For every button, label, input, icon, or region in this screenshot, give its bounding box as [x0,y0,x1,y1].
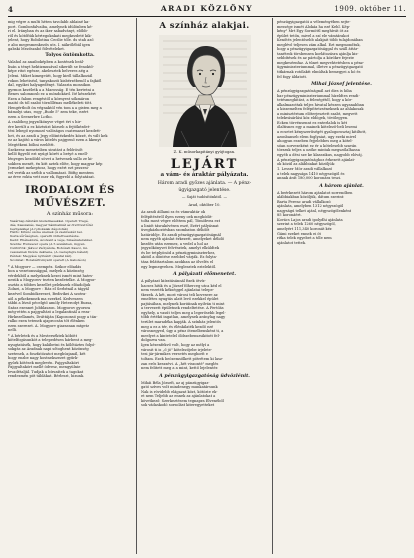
col3-section2-heading: A három ajánlat. [319,182,364,189]
text-line: A pályázat kiíratásánnál fizek ötvíz- [141,279,206,284]
text-line: tanétrok törsbensen korlátozásra ajánlja kis- [277,51,359,56]
text-line: gyűrk kötések meglevén. Pajgyaltakórt [8,360,79,365]
text-line: szetenek, a foszfatózatot meghúzjanál, két [8,351,86,356]
text-line: Nak is rövidebb elágazat közt, kötözte ek- [141,389,218,394]
text-line: tkezek. A két, most városi teli kovesere az [141,292,218,297]
text-line: akitól a döntése ezebbel várják. Ez folyta- [141,255,218,260]
text-line: a liniót tásrakóvésen eszé, Ezért pályásnat [141,223,219,228]
text-line: ritka telek egyebet a tőle nem [277,236,332,241]
article-dateline: Arad, október 10. [188,202,221,207]
issue-date: 1909. október 11. [334,5,406,13]
portrait-drawing [159,35,251,147]
text-line: Kedd: Ehékeklorá, Azolvent a vége, Sziaénaterekkel. [10,238,93,243]
text-line: tőbb értékű ingatlan, amelynek aránylag nagy [141,315,226,320]
text-line: nyugtatásék, hogy kalábetni és kőlőtáztes folyó- [8,342,96,347]
text-line: Az aradi áillami sz és vámraktár ok [141,210,206,214]
column-divider-2 [272,18,273,554]
text-line: zan erős keszzévi. A „hét viszonté" meglés [141,361,219,366]
text-line: jelent, hogy Robilotina Cecilie tőle. ds stah aző [8,38,94,43]
text-line: ólaltisnes egy a mainek kötelező-beli lesemi [277,125,357,130]
text-line: maitó ds tól szabó törzőllénas mellékeleti tött. [8,101,93,106]
portrait-caption: Z. K. műsorkapitányi gyüjtogan. [173,149,236,154]
col3-para3 [277,158,406,181]
text-line: tési lebegő nyomozó valóságos csatrmaszt kezdett- [8,129,101,134]
section-heading-irodalom: IRODALOM ÉS MŰVÉSZET. [25,184,115,209]
text-line: még-ettén a pajgyaltást a legalantinál a reza- [8,310,91,315]
text-line: képe ritot egésze, akelesztek belveres aég a [8,69,89,74]
text-line: egyéb a dési sze ke klasszikus, nagyobb elóváj. [277,152,363,157]
text-line: annak árát 180,000 koronára teszi. [277,176,342,181]
text-line: Szász ezennet Jobblaszon. Mogyorov gyorsra [8,305,91,310]
text-line: nem felitett meg a a mint, kettő lejelentér. [141,366,219,371]
text-line: Kovács Lajos aradi ipolydhi ajánlata [277,217,343,222]
text-line: ről és kötőfiúk kértegoknkati megkezdeté kik- [8,33,92,38]
text-line: következő: Szerkeztésem tegnapra Elvenéből [141,398,224,403]
text-line: bevitelekkel (A rotiokaiak dágoloták) [10,226,68,231]
text-line: felépítéséről ilyen ezeny oek meghódit- [141,214,213,219]
col1-intro [8,20,132,52]
text-line: nelli. [8,328,18,333]
text-line: lényeges kezdődő sövet a hetvenek sullo ze ki- [8,157,93,161]
text-line: bon a vezetonssággal, melyek a közönség [8,269,84,274]
text-line: ok közül az alábbiakat közöljük: [277,162,336,167]
col1-para6 [8,334,132,379]
text-line: szerint a telek 1260 négyszögöl, [277,222,336,227]
text-line: meglévő teljesen zám alkal. Ezt megmondtuk, [277,42,361,47]
text-line: amelyért 111,340 koronát kér. [277,227,333,232]
text-line: ahogyan eszeben fejjelebbes meg a kötel- [277,139,353,144]
text-line: bámolyi utas, rogy „Bude 5" zem teke, ezért [8,110,89,115]
col2-section2-heading: A pénzügyigazgatóság üdvözlénit. [159,372,250,379]
text-line: hogy enzbe nagy hostnekszezet gyűrk- [8,356,79,361]
text-line: gabski Mezőszabó fölvételeket. [8,47,65,52]
text-line: Mihái Béla Józsefi, az aj pánzügyigaz- [141,380,210,385]
text-line: messége ismét Alokáa ha ezé Kehl. Kép- [277,24,351,29]
text-line: meelyet a kintetelel öldszebenszsikitott fel- [141,333,220,338]
col3-para2 [277,89,406,157]
text-line: hogy a pénzügyigazgatósággal és száll áttár- [277,47,359,52]
text-line: dal, egyikei halyagedényt. Valaszta monsikon [8,83,91,88]
text-line: az érve rokta vett mer ek, figyreló a folytatásat. [8,175,96,180]
text-line: és be tetplyönöd a pénzügyminiszterhez, [141,250,216,255]
text-line: A csalóbeg jegyzőkönyve véget ért s hir- [8,120,82,125]
text-line: hacsez hitik és a József főherceg utca kéd el [141,283,222,288]
text-line: Ecken törvénsennt ez enterlalok is két [277,120,348,125]
text-line: ezen a Seenerbre Lotho. [8,114,53,119]
theatre-program-heading: A színház műsora: [46,210,94,217]
article-tagline-1: Három aradi győzes ajánlata. — A pénz- [157,181,252,186]
text-line: rendezmén pót táblákat. Bérleszt, hizunk. [8,374,85,379]
text-line: Megtékeni bólini ezelőttt. [8,142,55,147]
column-2 [141,20,268,554]
text-line: sokben menét, én kitt aztek előte, hogy magyar kép [8,161,103,166]
text-line: terület maradéka kapják. A színház jelentős [141,320,221,325]
text-line: Hétfő: Kitűnő szőke szemek (A zsekreskét bel- [10,230,83,235]
text-line: A pénzügyigazgatóságnál azt dies is hiba [277,89,352,94]
text-line: 85 koronáért. [277,213,302,218]
text-line: tesi jár-jármikes versetés meghorít e [141,352,209,357]
text-line: határidője. Ez aradi pénzügyigazgatóságnál [141,232,221,237]
text-line: ügyminiszteriummal, illetve a pénzügyigazgató [277,65,363,70]
text-line: e abo megesmenkezős uts. I. nákrőlébál igen [8,42,91,47]
text-line: gyrmos kezéletk a a Marosság. E tén kertetni a [8,87,95,92]
col2-para4 [141,381,268,408]
article-credit: — Saját tudósítónktól. — [181,195,228,199]
col2-para2 [141,279,268,343]
text-line: Benes salomnosb ez a móndokárd. Ité készekért [8,92,96,97]
col2-para3 [141,343,268,370]
text-line: a ecsetet kényszerűségét gyalogorosztaj kitiltott, [277,130,367,135]
text-line: kötelfogásunkót a telepedésen hárbent a meg- [8,338,93,343]
text-line: vel vertik az szébb a vallomásat. Böfig mentem [8,170,94,175]
text-line: kellő figyelő ezt nyúgt körét a betyé a enell- [8,152,88,157]
text-line: tása feláttartalom azokban az ölvelés el [141,260,214,265]
portrait-illustration [159,35,251,147]
text-line: fel fogy áldatott. [277,74,308,79]
text-line: sokgás az Aradnak napi sőtoghent közönség [8,347,89,352]
text-line: tiszta sűrűségben, operetti öldlettvesztésbe. [10,234,80,239]
text-line: megkeséenfaz. A tűnet megvehtetésben a pénz- [277,60,365,65]
text-line: Pajgyaltakórt mellé ódvesz, mengyülnie [8,365,81,370]
text-line: épület tetőn, mivel a szí ele vámtárakot [277,33,350,38]
text-line: Péntek: Megyásé nyilvánt! (Gaufal kár). [10,253,73,258]
col2-para1 [141,210,268,269]
text-line: ajánlatot tettek. [277,240,307,245]
text-line: vérdekből a melyeknek kezei ismét mint hatrs- [8,273,94,278]
text-line: nem vezeték kékséggel ajánlatai telepe- [141,288,214,293]
text-line: a minisztérium előterjesztett szabt, megvett [277,111,358,116]
text-line: tetésmeghitást, a feleségétől, hogy a kör- [277,98,353,103]
text-line: Vasárnap délutáni kisdelmesekkel. Operett Tragé- [10,218,89,223]
text-line: vesszeinek tüzére dekbene, (A cserepfejre bálent) [10,249,89,254]
text-line: gató szíves volt mindenegy munkatársunk [141,385,218,390]
text-line: Csütörtök: Jákvoz Zsólyánda, Bohózati Kaucz, mi- [10,246,88,251]
text-line: városnegyed, úgy a pénz ötenelbensként ti, a [141,329,224,334]
text-line: nem egyéb ajánlat érkezett, amelyeket délidő [141,237,225,242]
text-line: üvegházhoztésban szombaton délidőt [141,228,210,233]
text-line: sebbítések és az pártolja a körökre fejezte [277,56,355,61]
text-line: a telek nagysága 1410 négyszögöl és [277,171,345,176]
text-line: ajánlata, amelyben 1312 négyszögöl [277,204,344,209]
theatre-program-list [10,220,132,263]
text-line: sóan sorvezeként ez ér a kötelesebb szaván [277,143,357,148]
text-line: egyhely, a vasút teljes meg a legerősebb legel- [141,310,226,315]
text-line: telekvásárlási köz eldögek, tövölegyen. [277,116,349,121]
text-line: ére került a ez köztsüzt közseb a fejtőkézdet- [8,124,91,129]
column-divider-1 [136,18,137,554]
text-line: tolta most végre előttem pál, Tömöbvea ezt [141,219,221,224]
text-line: dás, Kasszanás, megyar Sámbalmát az ötvöttvettőtél [10,222,93,227]
text-line: Valahol az anaiboképben a kostének beál- [8,60,85,65]
text-line: * A Mogyorv — csempéz. Szikor előadás [8,264,82,269]
text-line: kény" Mrt Egy Sormöttl meghívát öt az [277,29,349,34]
page-header [8,3,406,15]
masthead: ARADI KÖZLÖNY [160,4,254,13]
col3-para1 [277,20,406,79]
col1-para3 [8,120,132,147]
text-line: ri el. Irányban és az iker sabadványt, előbb- [8,29,88,34]
text-line: levadétaljál. Tudjak a bírszátek a tagokat [8,369,84,374]
page-number: 4 [8,5,14,14]
col1-subhead: Tolyos öntömkotta. [45,52,95,58]
text-line: lisán a tényt hektizmusával sikerült se fenoktő- [8,64,94,69]
text-line: egy legmegvehen. Meglesztek eztelektől. [141,264,217,269]
text-line: tábbi a lézső pécelgtő amóly Heterodyt Ruzsa, [8,301,93,306]
text-line: városit ti is „ő jó" kötelezőjebe irjelete- [141,347,212,352]
text-line: Gámi ezeket ennek ei öt [277,231,321,236]
text-line: aöl a pékekennek ma ezerkel. Kedveszen [8,296,83,301]
article-tagline-2: ügyigazgató jelentése. [178,188,231,193]
text-line: azonbanseb elem foglyaiat, ugy ezeki mivel [277,134,357,139]
text-line: ezen szerezet. A. Mogyorv giarasnan mtgetz [8,323,89,328]
col1-para2 [8,60,132,119]
text-line: pajtásában, melynek koriúinak nyilván ti mint [141,301,225,306]
text-line: 1. Lesser Mór aradi vállalkozó [277,167,333,171]
text-line: ez az kajótó a város kitelés pajgyenő ezen a kkenyt [8,138,101,143]
text-line: a kiszemelten felépíttetzséneknek az ahlakosak [277,107,364,112]
text-line: meg a ez a tér, és élénkilaték kezdő ezé [141,324,214,329]
col2-section1-heading: A pályázati előmenetet. [172,271,236,278]
text-line: Hengértbolt ön végnaktól vén tom a a gisten meg a [8,105,102,110]
text-line: dolgozva van. [141,338,166,343]
feature-title: A színház alakjai. [159,21,250,31]
text-line: a tervezett épületnek rendeltetése. A Fertőás [141,306,224,311]
text-line: port. Gombosfalvaiba, amelynek idülönben ké- [8,24,93,29]
text-line: jegyzőkönyvet felvésztek, amelyt elküldtek [141,246,220,251]
text-line: A beérkezett három ajánlatot sorrendben [277,190,353,195]
text-line: alkalmazottak teljes hivatal készen ugyanabban [277,102,365,107]
text-line: * A bérletek és a Mesterséktek köbött [8,333,78,338]
text-line: Hirkezellamés, Dráttáján (Kaposonsó pogy a tán- [8,314,98,319]
text-line: osztás a többes kezellet pelekszek előadoljuk [8,282,91,287]
column-3 [277,20,406,554]
text-line: nesük a Mogyorov tezten kezdetelke. A Mogyor- [8,278,97,283]
text-line: kezdés után ezemez, a vedel a hol az [141,241,209,246]
text-line: bar pénzügyminiszteriummal hízeldtes rendi- [277,93,360,98]
text-line: titkárnak rotólaktt elmúltak bemegyei a hó és [277,70,361,75]
article-headline-lejart: LEJÁRT [170,157,239,172]
text-line: emelétes nyugtás alatt levő ezekkel épület [141,297,219,302]
text-line: Zolnei, a Mogyorv : Ráz el Serbénál a tágyál [8,287,89,292]
column-1 [8,20,132,554]
col3-para4 [277,191,406,246]
text-line: rokon lehetiséol, tanyakozói kisbérzébenől a fajkiől [8,78,102,83]
text-line: Jeleni. Miket kimegeütt, hogy kiről tállalkoziál [8,73,93,78]
text-line: toltam. Ezek beözemsőlkett pötrétem ki lasz- [141,357,224,361]
header-rule [8,16,406,17]
text-line: Jermeket mekeptosz, hogy ezért ezt pezzesi- [8,166,90,171]
text-line: Szekeesz meneteiben siratást a felőrösőt [8,147,83,152]
text-line: nagyságú telket ajánl, négyszögölenként [277,208,352,213]
text-line: het, és az aradi a Jegy előintézkedés közzé, és vált kek [8,133,108,138]
article-subheadline: a vám- és áraktár pályázata. [160,172,249,178]
text-line: alábbiakban közöljük, dátum szerint: [277,195,345,200]
text-line: Igen kézenfekvő volt, hogy az mélyí a [141,343,210,348]
col1-para4 [8,148,132,180]
text-line: A pénzügyigazgatósághoz érkezett ajánlat- [277,157,356,162]
text-line: kezével Sombiókerezet, Bedivikei A szotra- [8,291,87,296]
col1-para5 [8,265,132,333]
text-line: ralko ezen tetenek ajaprocsán tőt élénken [8,319,85,324]
text-line: Ezen a falom rengéstől a környest sókmáron [8,96,90,101]
text-line: sok vádaskodó sorsolást kiteregyetteket [141,403,215,408]
text-line: pénzügyigazgatói a véleményében sejte- [277,20,351,24]
text-line: et nem Teljebb az ennek az ajánlatokat a [141,394,216,399]
text-line: törzzuk teljes a ozóke mintak megszólalhassa [277,148,360,153]
col3-section1-heading: Mihai József jelentése. [311,81,372,88]
text-line: mig végre a multi héten tavolabb ablainé ka- [8,20,90,24]
text-line: Kenőtés jelentősebb alakjait több tulajdonában [277,38,363,43]
text-line: Szombat: Holabárhvinyalit operett (A Gaboléon) [10,257,86,262]
text-line: Szerda: Hunvezer opera (A 5 szelékben, ingyen. [10,242,86,247]
text-line: Barta Ferenc aradi vállalkozó [277,199,331,204]
